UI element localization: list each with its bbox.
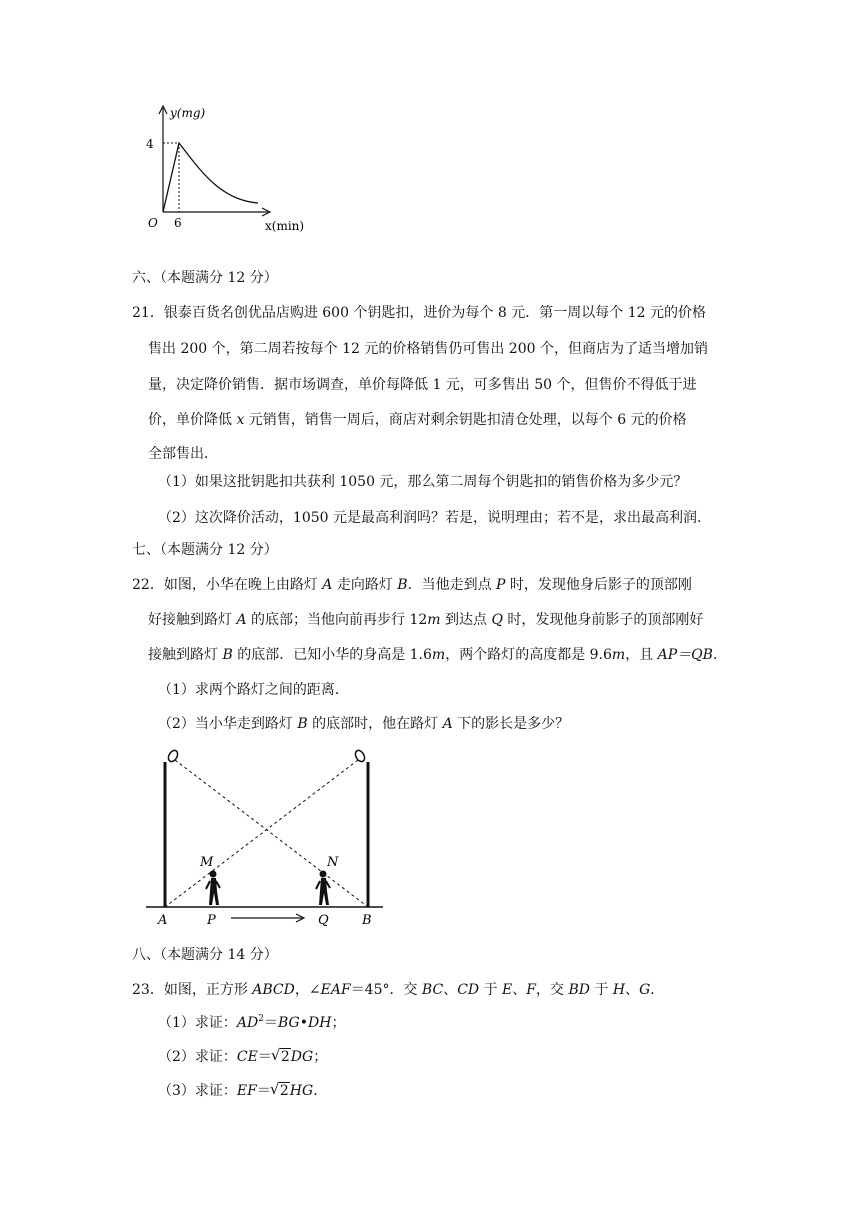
q21-sub-1: （1）如果这批钥匙扣共获利 1050 元，那么第二周每个钥匙扣的销售价格为多少元？ [158,474,688,490]
q22-sub-2 [158,714,569,734]
q22-text: 的底部时，他在路灯 [307,716,443,732]
q22-text: 好接触到路灯 [148,612,237,628]
q23-text: （1）求证： [158,1015,237,1031]
graph-xlabel: x(min) [265,219,305,233]
q22-line-1 [132,575,692,595]
q22-text: ，两个路灯的高度都是 9.6 [445,647,612,663]
q23-var-abcd: ABCD [252,982,295,998]
person-at-q-icon [316,871,330,906]
graph-ylabel: y(mg) [170,106,206,120]
q22-text: 的底部；当他向前再步行 12 [246,612,428,628]
q23-sub-1 [158,1013,345,1033]
section-6-title: 六、（本题满分 12 分） [132,270,278,286]
label-a: A [158,913,168,928]
street-lamp-figure [140,738,390,933]
q21-line-4-a: 价，单价降低 [148,412,237,428]
q21-line-4 [148,410,687,430]
graph-y-tick: 4 [146,137,154,151]
q21-line-3: 量，决定降价销售．据市场调查，单价每降低 1 元，可多售出 50 个，但售价不得低于进 [148,377,697,393]
label-p: P [207,913,216,928]
q22-unit-m: m [611,647,626,663]
q22-text: 接触到路灯 [148,647,223,663]
q23-sub-2 [158,1047,327,1067]
graph-curve [163,143,258,212]
q21-var-x: x [236,412,245,428]
light-ray-a [175,760,368,907]
q23-var-bd: BD [568,982,590,998]
q23-var-dg: DG [290,1049,314,1065]
label-m: M [200,855,214,870]
sqrt-symbol [271,1081,290,1101]
q22-unit-m: m [431,647,446,663]
q23-var-ef: EF [236,1083,257,1099]
section-8-title: 八、（本题满分 14 分） [132,947,278,963]
q22-text: 下的影长是多少？ [452,716,570,732]
q23-text: （2）求证： [158,1049,237,1065]
q22-text: 的底部．已知小华的身高是 1.6 [232,647,432,663]
q23-radicand: 2 [279,1083,289,1099]
q23-text: ． [650,982,665,998]
graph-origin: O [148,216,158,230]
q22-var-b: B [397,577,408,593]
q23-text: 、 [443,982,458,998]
q22-text: （2）当小华走到路灯 [158,716,298,732]
graph-x-tick: 6 [174,216,182,230]
lamp-head-b [354,749,367,763]
q23-var-eaf: EAF [320,982,351,998]
q23-text: 、 [512,982,527,998]
q22-text: 时，发现他身前影子的顶部刚好 [502,612,704,628]
q22-line-2 [148,610,703,630]
q23-var-hg: HG [289,1083,314,1099]
q22-text: 到达点 [440,612,492,628]
q22-text: 时，发现他身后影子的顶部刚 [505,577,692,593]
q23-var-ce: CE [236,1049,258,1065]
q22-text: 22．如图，小华在晚上由路灯 [132,577,323,593]
q23-var-ad: AD [236,1015,259,1031]
q22-var-q: Q [491,612,503,628]
q21-line-2: 售出 200 个，第二周若按每个 12 元的价格销售仍可售出 200 个，但商店为了适当增加销 [148,341,708,357]
q22-text: ． [712,647,727,663]
section-7-title: 七、（本题满分 12 分） [132,542,278,558]
q22-var-b: B [297,716,308,732]
q22-unit-m: m [427,612,441,628]
q23-var-cd: CD [457,982,480,998]
q23-text: ，∠ [294,982,321,998]
q22-text: ．当他走到点 [407,577,497,593]
q23-text: 23．如图，正方形 [132,982,253,998]
q23-text: ，交 [535,982,569,998]
q23-var-g: G [639,982,651,998]
q22-sub-1: （1）求两个路灯之间的距离． [158,682,349,698]
lamp-head-a [167,749,180,763]
sqrt-symbol [272,1047,291,1067]
q23-sub-3 [158,1081,327,1101]
q22-text: 走向路灯 [332,577,398,593]
q23-var-rhs: BG•DH [278,1015,332,1031]
q22-equation: AP＝QB [657,647,713,663]
q23-text: 、 [625,982,640,998]
q23-var-e: E [502,982,513,998]
q23-var-bc: BC [421,982,444,998]
q23-text: ； [313,1049,328,1065]
q21-line-4-b: 元销售，销售一周后，商店对剩余钥匙扣清仓处理，以每个 6 元的价格 [244,412,687,428]
person-at-p-icon [206,871,220,906]
q22-var-a: A [442,716,453,732]
q22-var-a: A [236,612,247,628]
q23-exponent: 2 [258,1014,264,1024]
q22-var-b: B [222,647,233,663]
concentration-graph [140,100,320,260]
q22-line-3 [148,645,727,665]
label-n: N [327,855,339,870]
q23-text: ＝ [264,1015,278,1031]
q23-radicand: 2 [280,1049,290,1065]
q23-text: （3）求证： [158,1083,237,1099]
q21-line-1: 21．银泰百货名创优品店购进 600 个钥匙扣，进价为每个 8 元．第一周以每个 12 元的价格 [132,305,706,321]
q21-line-5: 全部售出． [148,446,218,462]
q22-var-a: A [322,577,333,593]
q22-var-p: P [496,577,506,593]
q23-line-1 [132,980,664,1000]
q21-sub-2: （2）这次降价活动，1050 元是最高利润吗？若是，说明理由；若不是，求出最高利润． [158,510,711,526]
q23-text: 于 [479,982,503,998]
q23-text: ＝ [256,1083,271,1099]
q23-text: ； [331,1015,346,1031]
label-q: Q [318,913,329,928]
label-b: B [362,913,372,928]
q23-text: ＝45°．交 [350,982,422,998]
q23-text: ＝ [257,1049,272,1065]
q23-text: 于 [589,982,613,998]
q23-text: ． [313,1083,328,1099]
q23-var-f: F [526,982,536,998]
q23-var-h: H [612,982,626,998]
q22-text: ，且 [625,647,658,663]
